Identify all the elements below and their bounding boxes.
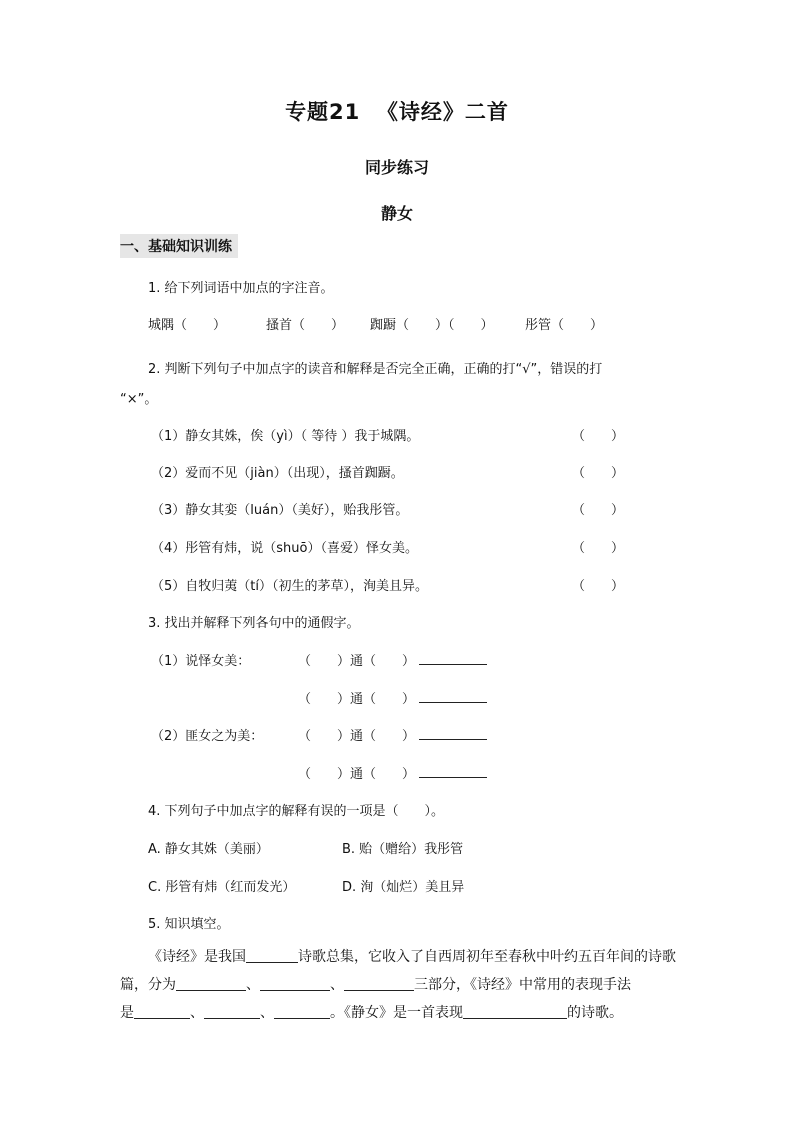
q5-text: 、 (246, 977, 260, 993)
q4-option-d[interactable]: D. 洵（灿烂）美且异 (342, 880, 465, 895)
fill-blank[interactable] (463, 1004, 567, 1019)
q2-answer-2[interactable]: （ ） (572, 466, 625, 481)
q2-answer-5[interactable]: （ ） (572, 579, 625, 594)
section-heading: 一、基础知识训练 (120, 234, 238, 258)
q1-word-3: 踟蹰（ ）（ ） (370, 318, 494, 333)
q2-item-4: （4）彤管有炜，说（shuō）（喜爱）怿女美。 (151, 541, 418, 556)
question-2-prompt-line2: “×”。 (120, 392, 158, 407)
question-4-prompt: 4. 下列句子中加点字的解释有误的一项是（ ）。 (148, 804, 445, 819)
q3-row-text: （ ）通（ ） (298, 767, 416, 782)
q2-item-3: （3）静女其娈（luán）（美好），贻我彤管。 (151, 503, 409, 518)
q5-text: 、 (190, 1005, 204, 1021)
question-3-prompt: 3. 找出并解释下列各句中的通假字。 (148, 616, 360, 631)
q5-text: 是 (120, 1005, 134, 1021)
answer-blank[interactable] (419, 727, 487, 740)
q1-word-2: 搔首（ ） (266, 318, 345, 333)
q4-option-a[interactable]: A. 静女其姝（美丽） (148, 842, 269, 857)
q2-item-1: （1）静女其姝，俟（yì）（ 等待 ）我于城隅。 (151, 429, 420, 444)
question-2-prompt-line1: 2. 判断下列句子中加点字的读音和解释是否完全正确，正确的打“√”，错误的打 (148, 362, 603, 377)
page-subtitle: 同步练习 (364, 158, 429, 177)
q5-text: 篇，分为 (120, 977, 176, 993)
fill-blank[interactable] (176, 976, 246, 991)
q3-item-2-label: （2）匪女之为美： (151, 729, 264, 744)
q3-row[interactable] (298, 763, 487, 782)
q5-text: 三部分，《诗经》中常用的表现手法 (414, 977, 631, 993)
q5-text: 。《静女》是一首表现 (330, 1005, 463, 1021)
answer-blank[interactable] (419, 652, 487, 665)
fill-blank[interactable] (246, 948, 298, 963)
q5-text: 、 (330, 977, 344, 993)
q5-text: 的诗歌。 (567, 1005, 623, 1021)
q3-row-text: （ ）通（ ） (298, 654, 416, 669)
q2-answer-4[interactable]: （ ） (572, 541, 625, 556)
q5-text: 、 (260, 1005, 274, 1021)
fill-blank[interactable] (134, 1004, 190, 1019)
fill-blank[interactable] (204, 1004, 260, 1019)
q3-item-1-label: （1）说怿女美： (151, 654, 251, 669)
q3-row-text: （ ）通（ ） (298, 692, 416, 707)
q3-row-text: （ ）通（ ） (298, 729, 416, 744)
q2-item-5: （5）自牧归荑（tí）（初生的茅草），洵美且异。 (151, 579, 428, 594)
page-title: 专题21 《诗经》二首 (285, 100, 509, 124)
q1-word-4: 彤管（ ） (525, 318, 604, 333)
q3-row[interactable] (298, 650, 487, 669)
q4-option-c[interactable]: C. 彤管有炜（红而发光） (148, 880, 296, 895)
question-5-prompt: 5. 知识填空。 (148, 917, 230, 932)
fill-blank[interactable] (274, 1004, 330, 1019)
question-1-prompt: 1. 给下列词语中加点的字注音。 (148, 281, 334, 296)
q2-answer-3[interactable]: （ ） (572, 503, 625, 518)
answer-blank[interactable] (419, 765, 487, 778)
q4-option-b[interactable]: B. 贻（赠给）我彤管 (342, 842, 464, 857)
q5-text: 诗歌总集，它收入了自西周初年至春秋中叶约五百年间的诗歌 (298, 949, 676, 965)
q3-row[interactable] (298, 688, 487, 707)
q5-text: 《诗经》是我国 (148, 949, 246, 965)
q2-item-2: （2）爱而不见（jiàn）（出现），搔首踟蹰。 (151, 466, 404, 481)
q5-paragraph (120, 943, 676, 1027)
fill-blank[interactable] (344, 976, 414, 991)
q2-answer-1[interactable]: （ ） (572, 429, 625, 444)
q3-row[interactable] (298, 725, 487, 744)
fill-blank[interactable] (260, 976, 330, 991)
q1-word-1: 城隅（ ） (148, 318, 227, 333)
answer-blank[interactable] (419, 690, 487, 703)
poem-title: 静女 (380, 204, 413, 223)
